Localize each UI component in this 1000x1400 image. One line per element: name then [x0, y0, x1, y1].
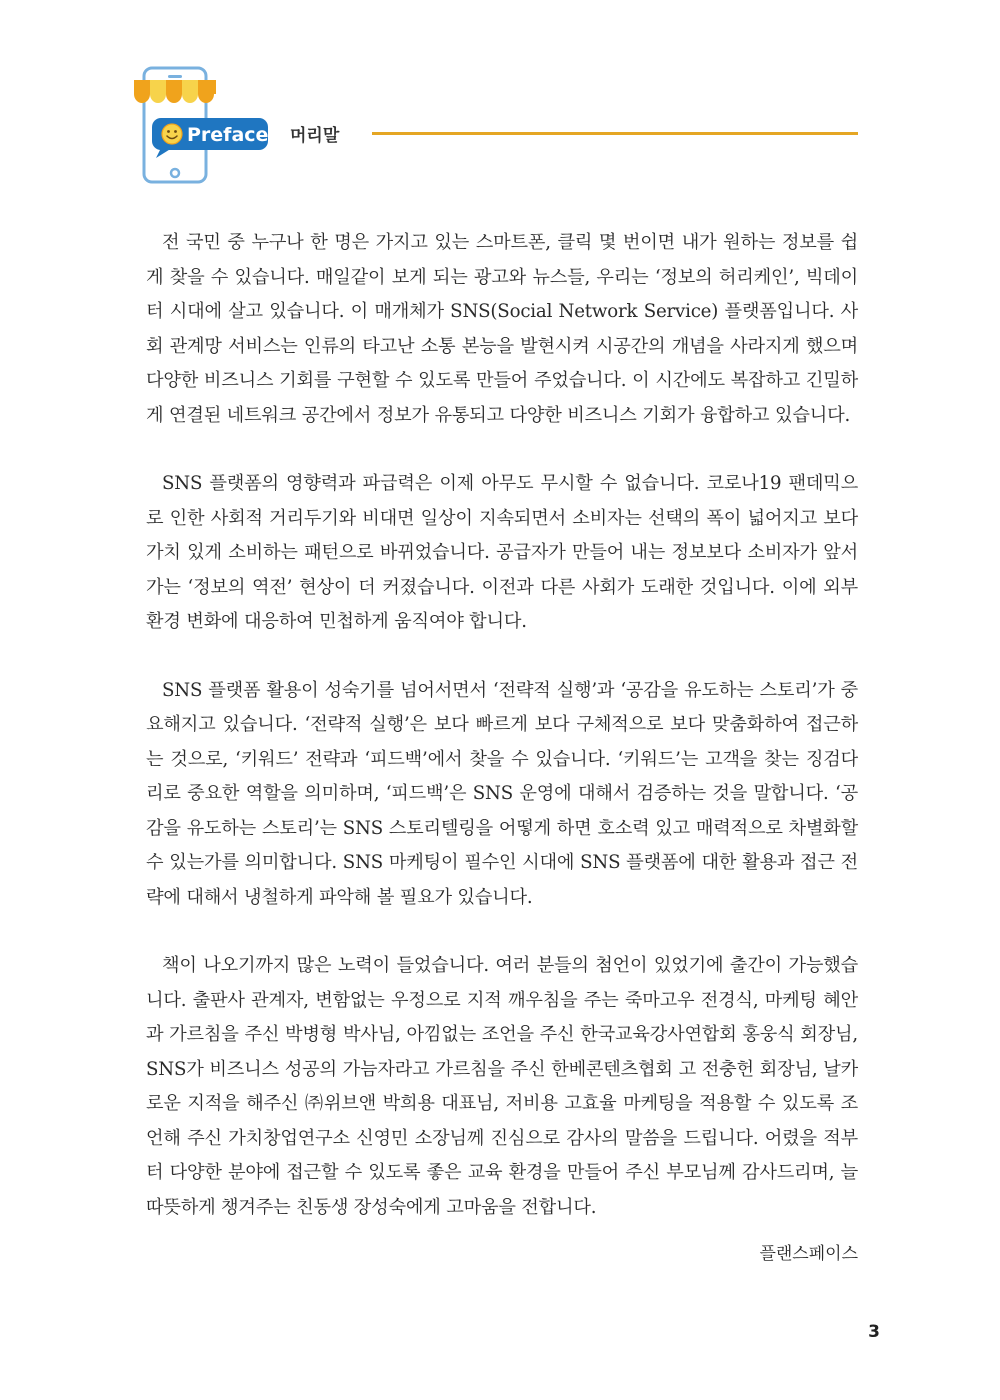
- paragraph: SNS 플랫폼 활용이 성숙기를 넘어서면서 ‘전략적 실행’과 ‘공감을 유도하는 스토리’가 중요해지고 있습니다. ‘전략적 실행’은 보다 빠르게 보다 구체적으로 보다 맞춤화하여 접근하는 것으로, ‘키워드’ 전략과 ‘피드백’에서 찾을 수 있습니다. ‘키워드’는 고객을 찾는 징검다리로 중요한 역할을 의미하며, ‘피드백’은 SNS 운영에 대해서 검증하는 것을 말합니다. ‘공감을 유도하는 스토리’는 SNS 스토리텔링을 어떻게 하면 호소력 있고 매력적으로 차별화할 수 있는가를 의미합니다. SNS 마케팅이 필수인 시대에 SNS 플랫폼에 대한 활용과 접근 전략에 대해서 냉철하게 파악해 볼 필요가 있습니다.: [146, 679, 858, 908]
- smiley-icon: [162, 124, 182, 144]
- paragraph: 전 국민 중 누구나 한 명은 가지고 있는 스마트폰, 클릭 몇 번이면 내가 원하는 정보를 쉽게 찾을 수 있습니다. 매일같이 보게 되는 광고와 뉴스들, 우리는 ‘정보의 허리케인’, 빅데이터 시대에 살고 있습니다. 이 매개체가 SNS(Social Network Service) 플랫폼입니다. 사회 관계망 서비스는 인류의 타고난 소통 본능을 발현시켜 시공간의 개념을 사라지게 했으며 다양한 비즈니스 기회를 구현할 수 있도록 만들어 주었습니다. 이 시간에도 복잡하고 긴밀하게 연결된 네트워크 공간에서 정보가 유통되고 다양한 비즈니스 기회가 융합하고 있습니다.: [146, 232, 858, 426]
- section-title: 머리말: [290, 126, 340, 146]
- paragraph: 책이 나오기까지 많은 노력이 들었습니다. 여러 분들의 첨언이 있었기에 출간이 가능했습니다. 출판사 관계자, 변함없는 우정으로 지적 깨우침을 주는 죽마고우 전경식, 마케팅 혜안과 가르침을 주신 박병형 박사님, 아낌없는 조언을 주신 한국교육강사연합회 홍웅식 회장님, SNS가 비즈니스 성공의 가늠자라고 가르침을 주신 한베콘텐츠협회 고 전충헌 회장님, 날카로운 지적을 해주신 ㈜위브앤 박희용 대표님, 저비용 고효율 마케팅을 적용할 수 있도록 조언해 주신 가치창업연구소 신영민 소장님께 진심으로 감사의 말씀을 드립니다. 어렸을 적부터 다양한 분야에 접근할 수 있도록 좋은 교육 환경을 만들어 주신 부모님께 감사드리며, 늘 따뜻하게 챙겨주는 친동생 장성숙에게 고마움을 전합니다.: [146, 955, 858, 1218]
- shop-phone-logo: [132, 62, 272, 186]
- paragraph: SNS 플랫폼의 영향력과 파급력은 이제 아무도 무시할 수 없습니다. 코로나19 팬데믹으로 인한 사회적 거리두기와 비대면 일상이 지속되면서 소비자는 선택의 폭이 넓어지고 보다 가치 있게 소비하는 패턴으로 바뀌었습니다. 공급자가 만들어 내는 정보보다 소비자가 앞서가는 ‘정보의 역전’ 현상이 더 커졌습니다. 이전과 다른 사회가 도래한 것입니다. 이에 외부 환경 변화에 대응하여 민첩하게 움직여야 합니다.: [146, 473, 858, 632]
- header-rule: [372, 132, 858, 135]
- page-header: [0, 0, 1000, 200]
- author-signature: 플랜스페이스: [759, 1244, 858, 1264]
- preface-badge-label: Preface: [187, 124, 269, 146]
- page-number: 3: [868, 1322, 880, 1342]
- preface-body: [146, 226, 858, 1264]
